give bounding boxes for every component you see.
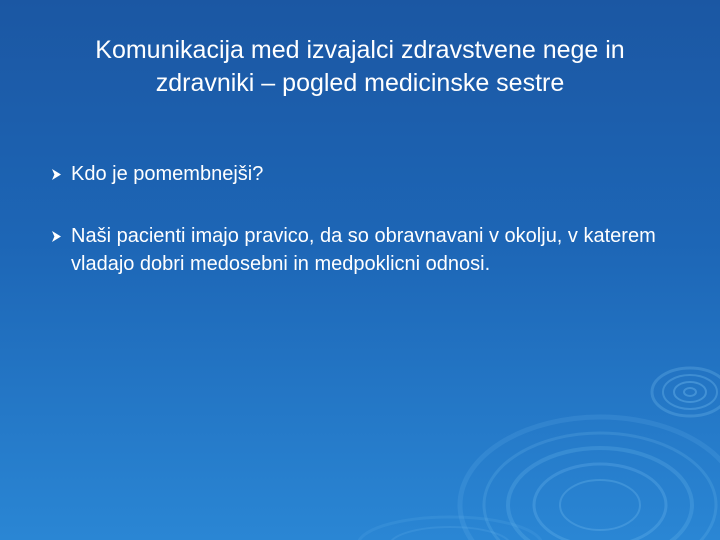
- slide-title-line-2: zdravniki – pogled medicinske sestre: [155, 69, 565, 97]
- slide-title-line-1: Komunikacija med izvajalci zdravstvene nege in: [95, 36, 625, 64]
- bullet-text: Naši pacienti imajo pravico, da so obravnavani v okolju, v katerem vladajo dobri medosebni in medpoklicni odnosi.: [71, 225, 656, 275]
- arrowhead-bullet-icon: [52, 231, 61, 242]
- slide-title: [40, 34, 680, 100]
- bullet-item: [52, 160, 692, 188]
- bullet-text: Kdo je pomembnejši?: [71, 163, 264, 185]
- bullet-item: [52, 222, 692, 278]
- bullet-list: [52, 160, 692, 278]
- arrowhead-bullet-icon: [52, 169, 61, 180]
